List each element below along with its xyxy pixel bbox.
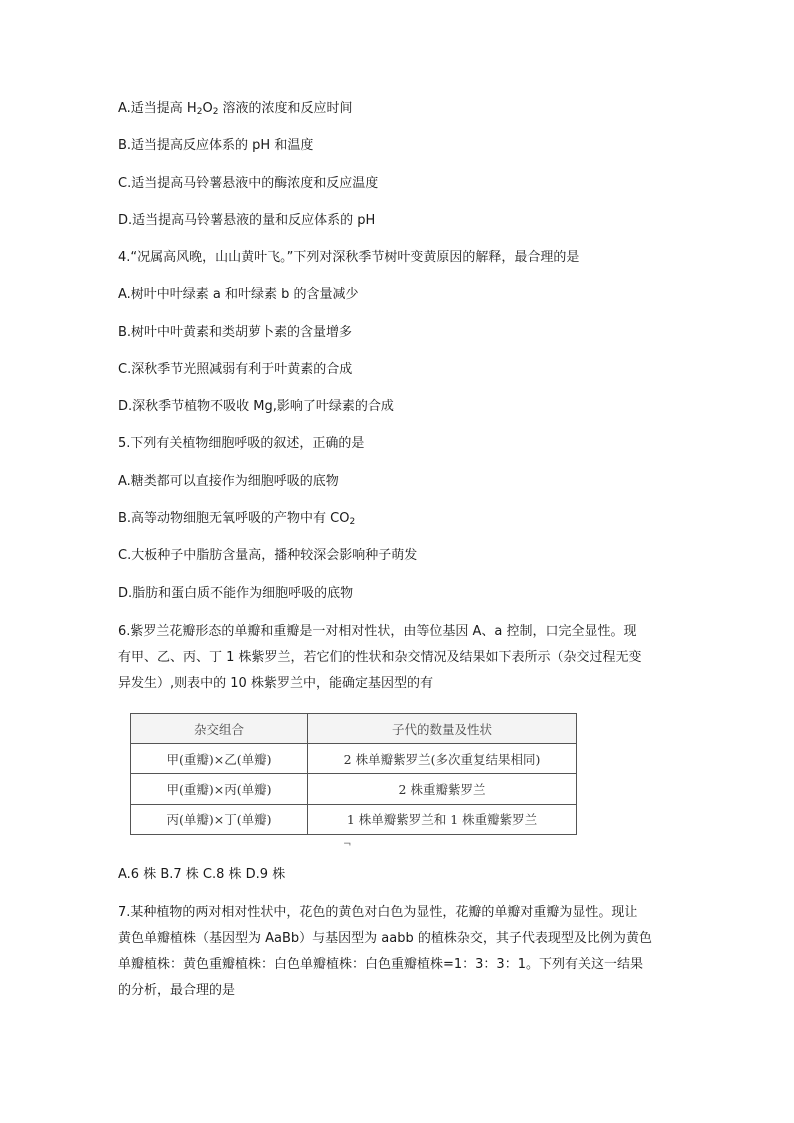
stem-line: 黄色单瓣植株（基因型为 AaBb）与基因型为 aabb 的植株杂交，其子代表现型及比例为黄色 bbox=[118, 931, 652, 946]
question-7-stem bbox=[118, 900, 678, 1004]
table-header-row bbox=[131, 714, 577, 744]
option-5c: C.大板种子中脂肪含量高，播种较深会影响种子萌发 bbox=[118, 548, 418, 563]
subscript: 2 bbox=[349, 517, 356, 527]
column-header: 子代的数量及性状 bbox=[308, 714, 577, 744]
question-4-stem: 4.“况属高风晚，山山黄叶飞。”下列对深秋季节树叶变黄原因的解释，最合理的是 bbox=[118, 250, 580, 265]
question-6-options: A.6 株 B.7 株 C.8 株 D.9 株 bbox=[118, 867, 286, 882]
option-3c: C.适当提高马铃薯悬液中的酶浓度和反应温度 bbox=[118, 176, 379, 191]
column-header: 杂交组合 bbox=[131, 714, 308, 744]
cross-combination: 丙(单瓣)×丁(单瓣) bbox=[131, 804, 308, 834]
option-3b: B.适当提高反应体系的 pH 和温度 bbox=[118, 138, 314, 153]
cross-results-table bbox=[130, 713, 577, 835]
table-row bbox=[131, 744, 577, 774]
option-5d: D.脂肪和蛋白质不能作为细胞呼吸的底物 bbox=[118, 586, 354, 601]
option-5a: A.糖类都可以直接作为细胞呼吸的底物 bbox=[118, 474, 339, 489]
cross-combination: 甲(重瓣)×丙(单瓣) bbox=[131, 774, 308, 804]
option-5b bbox=[118, 510, 355, 528]
subscript: 2 bbox=[196, 107, 203, 117]
option-4d: D.深秋季节植物不吸收 Mg,影响了叶绿素的合成 bbox=[118, 399, 394, 414]
option-4b: B.树叶中叶黄素和类胡萝卜素的含量增多 bbox=[118, 325, 353, 340]
cross-combination: 甲(重瓣)×乙(单瓣) bbox=[131, 744, 308, 774]
option-4c: C.深秋季节光照减弱有利于叶黄素的合成 bbox=[118, 362, 353, 377]
stem-line: 有甲、乙、丙、丁 1 株紫罗兰，若它们的性状和杂交情况及结果如下表所示（杂交过程无变 bbox=[118, 650, 642, 665]
offspring-result: 2 株重瓣紫罗兰 bbox=[308, 774, 577, 804]
option-3d: D.适当提高马铃薯悬液的量和反应体系的 pH bbox=[118, 213, 376, 228]
option-text: B.高等动物细胞无氧呼吸的产物中有 CO bbox=[118, 511, 350, 526]
option-4a: A.树叶中叶绿素 a 和叶绿素 b 的含量减少 bbox=[118, 287, 359, 302]
option-text: O bbox=[202, 101, 213, 116]
stem-line: 7.某种植物的两对相对性状中，花色的黄色对白色为显性，花瓣的单瓣对重瓣为显性。现让 bbox=[118, 905, 638, 920]
subscript: 2 bbox=[212, 107, 219, 117]
question-6-stem bbox=[118, 619, 678, 697]
option-text: 溶液的浓度和反应时间 bbox=[218, 101, 353, 116]
stem-line: 6.紫罗兰花瓣形态的单瓣和重瓣是一对相对性状，由等位基因 A、a 控制，口完全显性。现 bbox=[118, 624, 637, 639]
scan-mark: ¬ bbox=[343, 839, 352, 850]
stem-line: 单瓣植株：黄色重瓣植株：白色单瓣植株：白色重瓣植株=1：3：3：1。下列有关这一结果 bbox=[118, 957, 643, 972]
offspring-result: 2 株单瓣紫罗兰(多次重复结果相同) bbox=[308, 744, 577, 774]
offspring-result: 1 株单瓣紫罗兰和 1 株重瓣紫罗兰 bbox=[308, 804, 577, 834]
table-row bbox=[131, 774, 577, 804]
table-row bbox=[131, 804, 577, 834]
stem-line: 的分析，最合理的是 bbox=[118, 983, 236, 998]
stem-line: 异发生）,则表中的 10 株紫罗兰中，能确定基因型的有 bbox=[118, 676, 433, 691]
question-5-stem: 5.下列有关植物细胞呼吸的叙述，正确的是 bbox=[118, 436, 365, 451]
option-text: A.适当提高 H bbox=[118, 101, 197, 116]
option-3a bbox=[118, 100, 353, 118]
